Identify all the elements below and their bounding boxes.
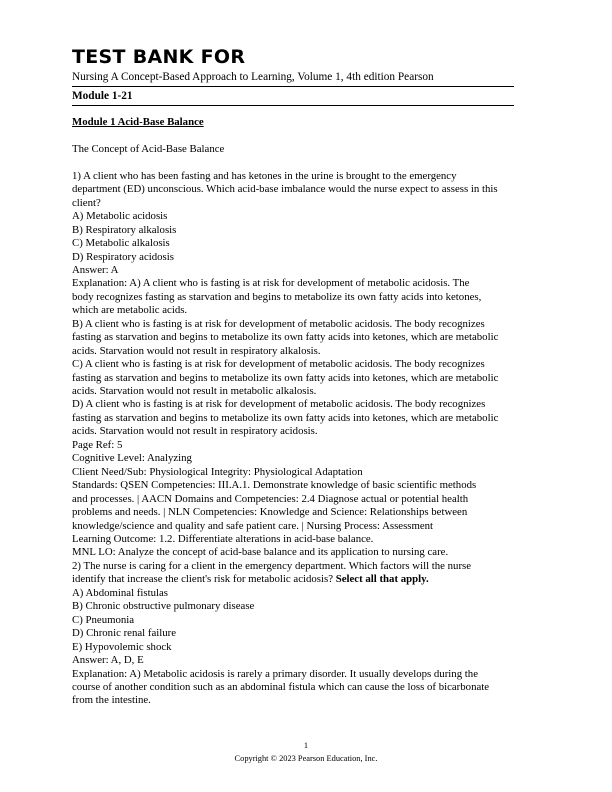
concept-title: The Concept of Acid-Base Balance — [72, 142, 225, 155]
explanation-line: B) A client who is fasting is at risk for development of metabolic acidosis. The body recognizes — [72, 317, 485, 330]
module-range-rule — [72, 105, 514, 106]
metadata-line: knowledge/science and quality and safe patient care. | Nursing Process: Assessment — [72, 519, 434, 532]
metadata-line: MNL LO: Analyze the concept of acid-base balance and its application to nursing care. — [72, 546, 449, 559]
module-heading: Module 1 Acid-Base Balance — [72, 116, 204, 128]
metadata-line: problems and needs. | NLN Competencies: Knowledge and Science: Relationships between — [72, 506, 468, 519]
page-number: 1 — [303, 741, 309, 750]
question-1 — [72, 170, 542, 560]
module-range: Module 1-21 — [72, 90, 133, 102]
content-body — [72, 116, 542, 708]
header-rule — [72, 86, 514, 87]
metadata-line: Learning Outcome: 1.2. Differentiate alterations in acid-base balance. — [72, 533, 374, 546]
answer-option: A) Metabolic acidosis — [72, 210, 168, 223]
explanation-line: fasting as starvation and begins to metabolize its own fatty acids into ketones, which are metabolic — [72, 331, 499, 344]
answer-option: B) Chronic obstructive pulmonary disease — [72, 600, 255, 613]
header-title: TEST BANK FOR — [72, 46, 246, 68]
metadata-line: and processes. | AACN Domains and Competencies: 2.4 Diagnose actual or potential health — [72, 492, 469, 505]
answer-key: Answer: A, D, E — [72, 654, 144, 667]
explanation-line: Explanation: A) Metabolic acidosis is rarely a primary disorder. It usually develops during the — [72, 667, 478, 680]
explanation-line: D) A client who is fasting is at risk for development of metabolic acidosis. The body recognizes — [72, 398, 486, 411]
metadata-line: Client Need/Sub: Physiological Integrity: Physiological Adaptation — [72, 465, 363, 478]
metadata-line: Cognitive Level: Analyzing — [72, 452, 192, 465]
question-stem-line: client? — [72, 196, 101, 209]
metadata-line: Standards: QSEN Competencies: III.A.1. Demonstrate knowledge of basic scientific methods — [72, 479, 477, 492]
explanation-line: Explanation: A) A client who is fasting is at risk for development of metabolic acidosis. The — [72, 277, 470, 290]
answer-option: A) Abdominal fistulas — [72, 586, 168, 599]
explanation-line: acids. Starvation would not result in respiratory alkalosis. — [72, 344, 321, 357]
answer-option: E) Hypovolemic shock — [72, 640, 172, 653]
explanation-line: course of another condition such as an abdominal fistula which can cause the loss of bicarbonate — [72, 681, 490, 693]
answer-option: B) Respiratory alkalosis — [72, 223, 177, 236]
spacer — [72, 156, 542, 169]
explanation-line: acids. Starvation would not result in metabolic alkalosis. — [72, 385, 317, 398]
explanation-line: fasting as starvation and begins to metabolize its own fatty acids into ketones, which are metabolic — [72, 411, 499, 424]
answer-option: D) Respiratory acidosis — [72, 250, 174, 263]
copyright-notice: Copyright © 2023 Pearson Education, Inc. — [234, 754, 378, 763]
question-stem-line — [72, 573, 542, 586]
question-stem-line: 1) A client who has been fasting and has ketones in the urine is brought to the emergency — [72, 169, 457, 182]
explanation-line: body recognizes fasting as starvation and begins to metabolize its own fatty acids into ketones, — [72, 290, 482, 303]
header-subtitle: Nursing A Concept-Based Approach to Learning, Volume 1, 4th edition Pearson — [72, 71, 434, 83]
question-stem-line: department (ED) unconscious. Which acid-base imbalance would the nurse expect to assess in this — [72, 183, 498, 196]
answer-key: Answer: A — [72, 263, 119, 276]
explanation-line: fasting as starvation and begins to metabolize its own fatty acids into ketones, which are metabolic — [72, 371, 499, 384]
question-stem-line: 2) The nurse is caring for a client in the emergency department. Which factors will the nurse — [72, 559, 472, 572]
question-stem-text: identify that increase the client's risk for metabolic acidosis? — [72, 573, 333, 586]
explanation-line: from the intestine. — [72, 694, 151, 707]
question-2 — [72, 560, 542, 708]
metadata-line: Page Ref: 5 — [72, 438, 123, 451]
answer-option: C) Pneumonia — [72, 613, 135, 626]
answer-option: C) Metabolic alkalosis — [72, 237, 170, 250]
explanation-line: C) A client who is fasting is at risk for development of metabolic acidosis. The body recognizes — [72, 358, 485, 371]
answer-option: D) Chronic renal failure — [72, 627, 177, 640]
spacer — [72, 129, 542, 142]
explanation-line: which are metabolic acids. — [72, 304, 188, 317]
select-all-emphasis: Select all that apply. — [335, 573, 429, 586]
explanation-line: acids. Starvation would not result in respiratory acidosis. — [72, 425, 318, 438]
